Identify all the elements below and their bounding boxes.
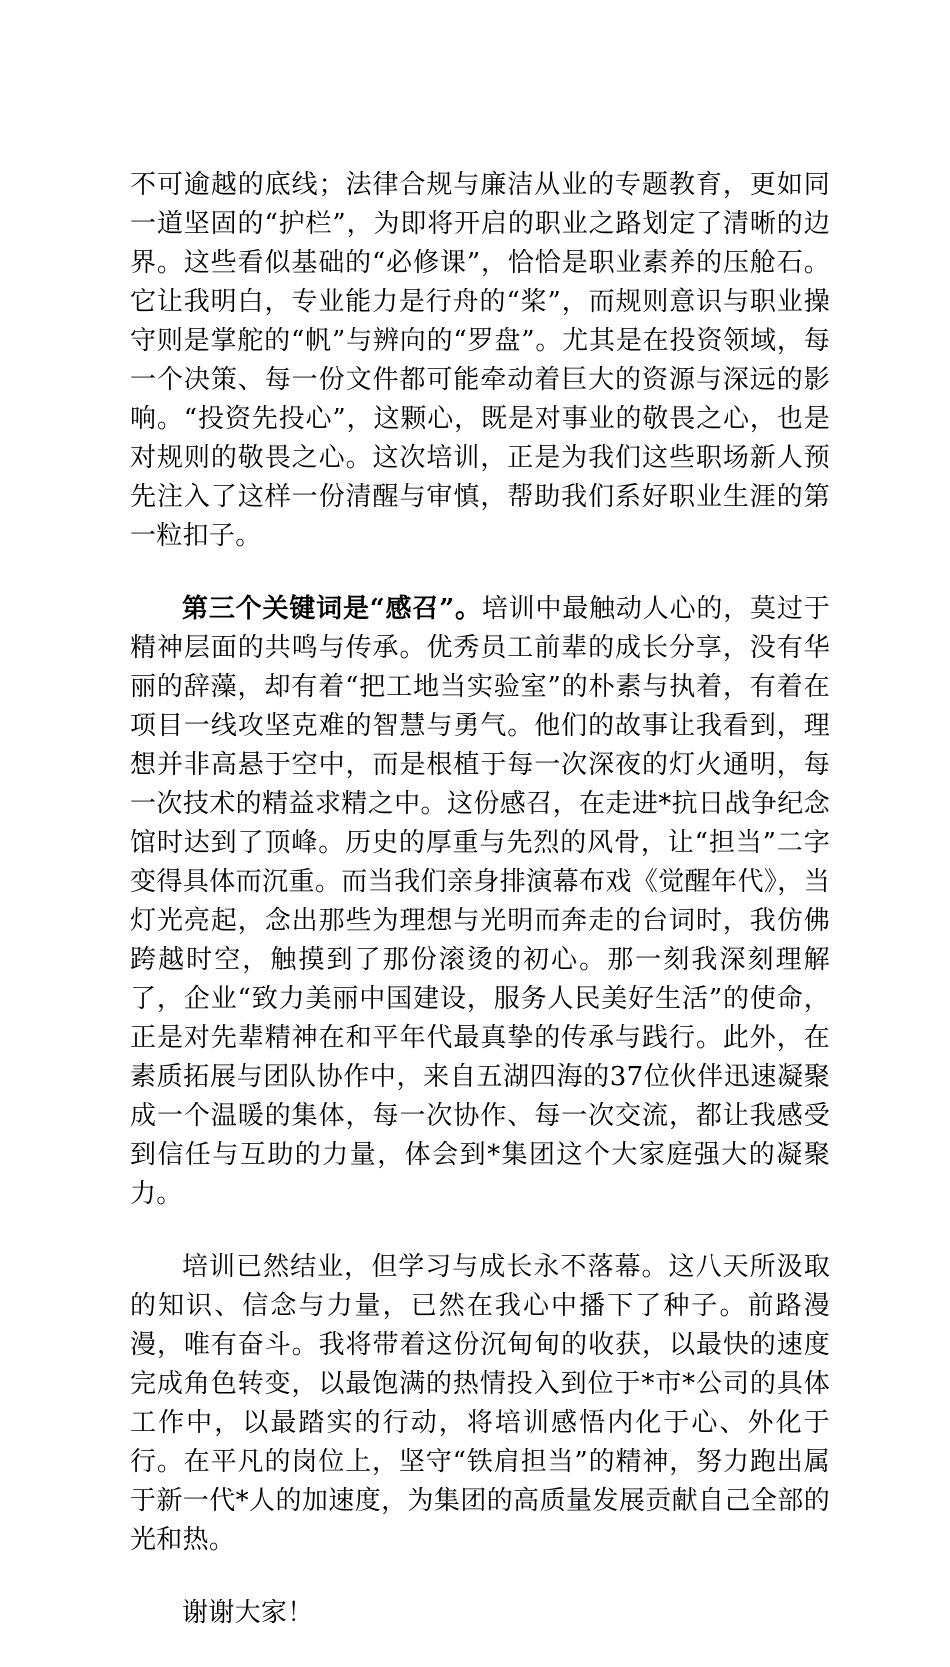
paragraph-text: 培训已然结业，但学习与成长永不落幕。这八天所汲取的知识、信念与力量，已然在我心中播下了种子。前路漫漫，唯有奋斗。我将带着这份沉甸甸的收获，以最快的速度完成角色转变，以最饱满的热情投入到位于*市*公司的具体工作中，以最踏实的行动，将培训感悟内化于心、外化于行。在平凡的岗位上，坚守“铁肩担当”的精神，努力跑出属于新一代*人的加速度，为集团的高质量发展贡献自己全部的光和热。 [130,1252,830,1555]
paragraph-inspiration [130,590,830,1214]
paragraph-text: 培训中最触动人心的，莫过于精神层面的共鸣与传承。优秀员工前辈的成长分享，没有华丽的辞藻，却有着“把工地当实验室”的朴素与执着，有着在项目一线攻坚克难的智慧与勇气。他们的故事让我看到，理想并非高悬于空中，而是根植于每一次深夜的灯火通明，每一次技术的精益求精之中。这份感召，在走进*抗日战争纪念馆时达到了顶峰。历史的厚重与先烈的风骨，让“担当”二字变得具体而沉重。而当我们亲身排演幕布戏《觉醒年代》，当灯光亮起，念出那些为理想与光明而奔走的台词时，我仿佛跨越时空，触摸到了那份滚烫的初心。那一刻我深刻理解了，企业“致力美丽中国建设，服务人民美好生活”的使命，正是对先辈精神在和平年代最真挚的传承与践行。此外，在素质拓展与团队协作中，来自五湖四海的37位伙伴迅速凝聚成一个温暖的集体，每一次协作、每一次交流，都让我感受到信任与互助的力量，体会到*集团这个大家庭强大的凝聚力。 [130,594,831,1209]
paragraph-conclusion [130,1248,830,1560]
keyword-heading: 第三个关键词是“感召”。 [182,594,482,624]
closing-text: 谢谢大家！ [182,1598,314,1628]
document-page [130,166,830,1667]
paragraph-text: 不可逾越的底线；法律合规与廉洁从业的专题教育，更如同一道坚固的“护栏”，为即将开启的职业之路划定了清晰的边界。这些看似基础的“必修课”，恰恰是职业素养的压舱石。它让我明白，专业能力是行舟的“桨”，而规则意识与职业操守则是掌舵的“帆”与辨向的“罗盘”。尤其是在投资领域，每一个决策、每一份文件都可能牵动着巨大的资源与深远的影响。“投资先投心”，这颗心，既是对事业的敬畏之心，也是对规则的敬畏之心。这次培训，正是为我们这些职场新人预先注入了这样一份清醒与审慎，帮助我们系好职业生涯的第一粒扣子。 [130,170,830,551]
paragraph-thanks [130,1594,830,1633]
paragraph-rules-awareness [130,166,830,556]
